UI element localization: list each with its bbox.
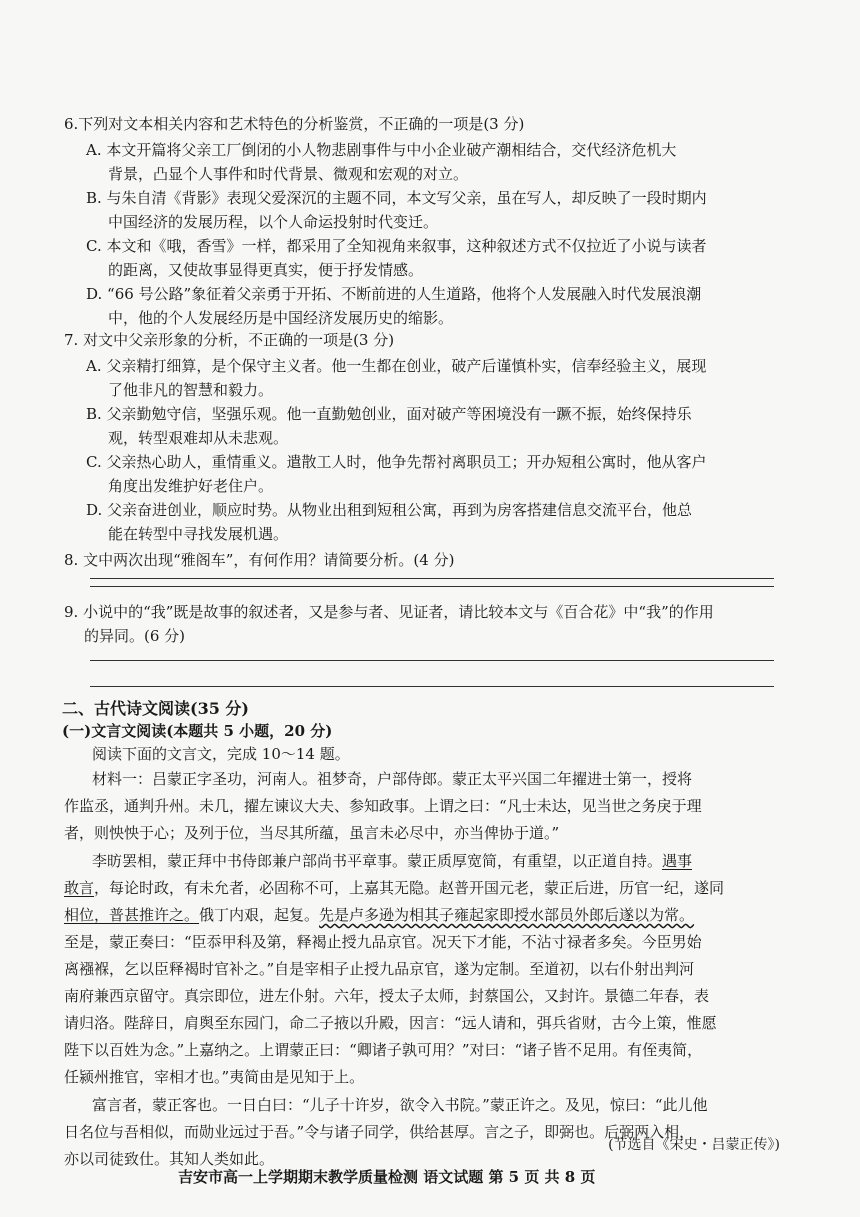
q7-stem: 7. 对文中父亲形象的分析，不正确的一项是(3 分) [64,331,395,349]
passage-p2-line5: 离襁褓，乞以臣释褐时官补之。”自是宰相子止授九品京官，遂为定制。至道初，以右仆射出判河 [64,960,695,978]
q7-option-a-line2: 了他非凡的智慧和毅力。 [108,381,274,399]
q6-option-c-line1: C. 本文和《哦，香雪》一样，都采用了全知视角来叙事，这种叙述方式不仅拉近了小说与读者 [86,237,707,255]
passage-p3-line1: 富言者，蒙正客也。一日白曰：“儿子十许岁，欲令入书院。”蒙正许之。及见，惊曰：“此儿他 [92,1096,708,1114]
passage-p2-line3-text: 俄丁内艰，起复。 [199,906,320,924]
q6-option-d-line1: D. “66 号公路”象征着父亲勇于开拓、不断前进的人生道路，他将个人发展融入时代发展浪潮 [86,285,702,303]
q9-answer-line-2[interactable] [90,686,774,687]
passage-p2-line1-text: 李昉罢相，蒙正拜中书侍郎兼户部尚书平章事。蒙正质厚宽简，有重望，以正道自持。 [92,852,663,870]
q8-answer-line-2[interactable] [90,586,774,587]
q7-option-c-line2: 角度出发维护好老住户。 [108,477,274,495]
subsection-title: (一)文言文阅读(本题共 5 小题，20 分) [62,722,333,740]
passage-p2-line2 [64,875,780,902]
q7-option-b-line2: 观，转型艰难却从未悲观。 [108,429,289,447]
q6-option-c-line2: 的距离，又使故事显得更真实，便于抒发情感。 [108,261,424,279]
q8-answer-line-1[interactable] [90,578,774,579]
passage-p2-line7: 请归洛。陛辞日，肩舆至东园门，命二子掖以升殿，因言：“远人请和，弭兵省财，古今上策，惟愿 [64,1014,717,1032]
q6-option-d-line2: 中，他的个人发展经历是中国经济发展历史的缩影。 [108,309,454,327]
passage-p2-line4: 至是，蒙正奏曰：“臣忝甲科及第，释褐止授九品京官。况天下才能，不沾寸禄者多矣。今臣男始 [64,933,702,951]
q6-stem: 6.下列对文本相关内容和艺术特色的分析鉴赏，不正确的一项是(3 分) [64,115,525,133]
passage-p2-line1 [92,848,782,875]
q6-option-a-line1: A. 本文开篇将父亲工厂倒闭的小人物悲剧事件与中小企业破产潮相结合，交代经济危机大 [86,141,677,159]
q7-option-b-line1: B. 父亲勤勉守信，坚强乐观。他一直勤勉创业，面对破产等困境没有一蹶不振，始终保持乐 [86,405,692,423]
section-title: 二、古代诗文阅读(35 分) [62,699,249,718]
underlined-phrase-3: 相位，普甚推许之。 [64,906,200,924]
passage-p2-line2-text: ，每论时政，有未允者，必固称不可，上嘉其无隐。赵普开国元老，蒙正后进，历官一纪，遂同 [94,879,725,897]
underlined-phrase-1: 遇事 [662,852,693,870]
q9-stem-line2: 的异同。(6 分) [84,627,186,645]
underlined-phrase-2: 敢言 [64,879,95,897]
q8-stem: 8. 文中两次出现“雅阁车”，有何作用？请简要分析。(4 分) [64,551,455,569]
passage-p2-line8: 陛下以百姓为念。”上嘉纳之。上谓蒙正曰：“卿诸子孰可用？”对曰：“诸子皆不足用。有侄夷简， [64,1041,703,1059]
passage-p1-line2: 作监丞，通判升州。未几，擢左谏议大夫、参知政事。上谓之曰：“凡士未达，见当世之务戾于理 [64,797,702,815]
wavy-underlined-sentence: 先是卢多逊为相其子雍起家即授水部员外郎后遂以为常。 [319,906,695,924]
q7-option-a-line1: A. 父亲精打细算，是个保守主义者。他一生都在创业，破产后谨慎朴实，信奉经验主义，展现 [86,357,707,375]
passage-p2-line6: 南府兼西京留守。真宗即位，进左仆射。六年，授太子太师，封蔡国公，又封许。景德二年春，表 [64,987,710,1005]
passage-p2-line3 [64,902,780,929]
q9-stem-line1: 9. 小说中的“我”既是故事的叙述者，又是参与者、见证者，请比较本文与《百合花》中“我”的作用 [64,603,714,621]
q6-option-b-line1: B. 与朱自清《背影》表现父爱深沉的主题不同，本文写父亲，虽在写人，却反映了一段时期内 [86,189,707,207]
q7-option-c-line1: C. 父亲热心助人，重情重义。遣散工人时，他争先帮衬离职员工；开办短租公寓时，他从客户 [86,453,707,471]
q6-option-b-line2: 中国经济的发展历程，以个人命运投射时代变迁。 [108,213,439,231]
reading-instruction: 阅读下面的文言文，完成 10～14 题。 [92,745,350,763]
q7-option-d-line2: 能在转型中寻找发展机遇。 [108,525,289,543]
passage-p3-line2: 日名位与吾相似，而勋业远过于吾。”令与诸子同学，供给甚厚。言之子，即弼也。后弼两入相， [64,1123,695,1141]
q7-option-d-line1: D. 父亲奋进创业，顺应时势。从物业出租到短租公寓，再到为房客搭建信息交流平台，他总 [86,501,693,519]
q6-option-a-line2: 背景，凸显个人事件和时代背景、微观和宏观的对立。 [108,165,469,183]
passage-p3-line3: 亦以司徒致仕。其知人类如此。 [64,1150,275,1168]
passage-source: (节选自《宋史・吕蒙正传》) [608,1137,780,1153]
page-footer: 吉安市高一上学期期末教学质量检测 语文试题 第 5 页 共 8 页 [178,1168,596,1186]
passage-p1-line3: 者，则怏怏于心；及列于位，当尽其所蕴，虽言未必尽中，亦当俾协于道。” [64,824,560,842]
passage-p2-line9: 任颍州推官，宰相才也。”夷简由是见知于上。 [64,1068,365,1086]
q9-answer-line-1[interactable] [90,660,774,661]
passage-p1-line1: 材料一：吕蒙正字圣功，河南人。祖梦奇，户部侍郎。蒙正太平兴国二年擢进士第一，授将 [92,770,693,788]
